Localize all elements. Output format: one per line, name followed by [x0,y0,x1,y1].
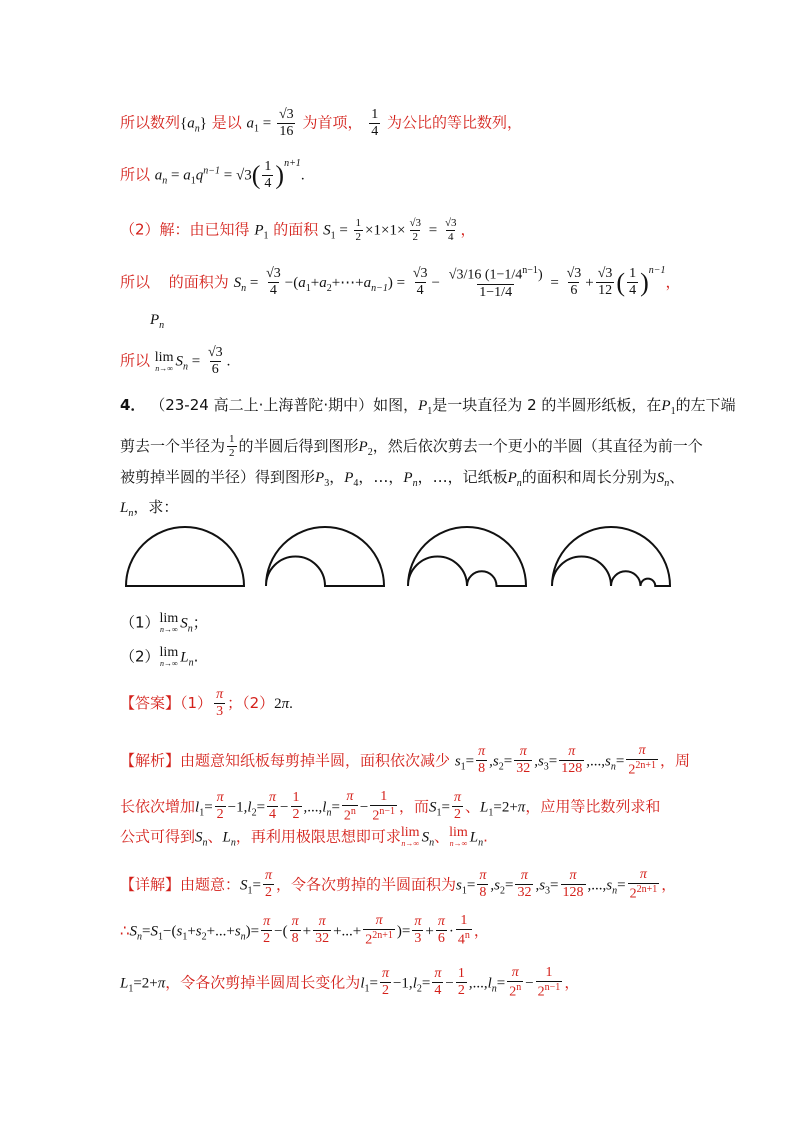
detail-line1: 【详解】由题意：$S_1=$ $\frac{\pi}{2}$ ，令各次剪掉的半圆面积为$s_1=$ $\frac{\pi}{8}$ $,s_2=$ $\frac{\pi}{32}$ $,s_3=$ $\frac{\pi}{128}$ $,...,s_n=$ $\frac{\pi}{2^{2n+1}}$ ， [120,867,677,902]
text: ，然后依次剪去一个更小的半圆（其直径为前一个 [372,437,703,455]
line-part2-start: （2）解：由已知得 $P_1$ 的面积 $S_1$ = $\frac{1}{2}$ ×1×1× $\frac{√3}{2}$ = $\frac{√3}{4}$ ， [120,217,476,243]
analysis-line1: 【解析】由题意知纸板每剪掉半圆，面积依次减少 $s_1=$ $\frac{\pi}{8}$ $,s_2=$ $\frac{\pi}{32}$ $,s_3=$ $\frac{\pi}{128}$ $,...,s_n=$ $\frac{\pi}{2^{2n+1}}$ ，周 [120,743,690,778]
question-number: 4． [120,396,146,414]
text: ，周 [659,751,690,770]
text: 被剪掉半圆的半径）得到图形 [120,468,316,486]
line-limit-sn: 所以 lim n→∞ $S_n$ = $\frac{√3}{6}$ . [120,345,231,377]
analysis-tag: 【解析】 [120,751,181,770]
text: 为公比的等比数列， [387,113,523,132]
text: ；（2） [227,694,275,712]
q4-line2: 剪去一个半径为 $\frac{1}{2}$ 的半圆后得到图形$P_2$，然后依次剪去一个更小的半圆（其直径为前一个 [120,433,703,459]
text: 是以 [211,113,242,132]
figure-p2 [266,527,384,586]
q4-line1: 4． （23-24 高二上·上海普陀·期中）如图，$P_1$是一块直径为 2 的半圆形纸板，在$P_1$的左下端 [120,396,736,417]
text: （1） [180,694,213,712]
text: 的面积 [273,220,319,239]
line-sn-formula: 所以 的面积为 $S_n$ = $\frac{√3}{4}$ $-(a_1+a_2+\cdots+a_{n-1})$ = $\frac{√3}{4}$ − $\frac{√3/16 (1-1/4^{n-1})}{1-1/4}$ = $\frac{√3}{6}$ + $\frac{√3}{12}$ ( $\frac{1}{4}$ )$^{n-1}$， [120,264,681,300]
text: （1） [120,613,160,632]
text: 剪去一个半径为 [120,437,226,455]
text: （2） [120,647,160,666]
text: （2）解：由已知得 [120,220,250,239]
text: 记纸板 [462,468,508,486]
line-sequence-def: 所以数列$\{a_n\}$ 是以 $a_1$ = $\frac{√3}{16}$ 为首项， $\frac{1}{4}$ 为公比的等比数列， [120,107,523,139]
analysis-line2: 长依次增加$l_1=$ $\frac{\pi}{2}$ $-1,l_2=$ $\frac{\pi}{4}$ − $\frac{1}{2}$ $,...,l_n=$ $\frac{\pi}{2^n}$ − $\frac{1}{2^{n-1}}$ ，而$S_1=$ $\frac{\pi}{2}$ 、$L_1=2+\pi$，应用等比数列求和 [120,789,661,824]
text: 所以数列 [120,113,181,132]
text: ，而 [399,797,430,816]
text: 是一块直径为 2 的半圆形纸板，在 [432,396,662,414]
text: 令各次剪掉半圆周长变化为 [180,973,361,992]
sub-question-1: （1） lim n→∞ $S_n$； [120,611,208,635]
text: 再利用极限思想即可求 [250,827,401,846]
sub-question-2: （2） lim n→∞ $L_n$. [120,645,199,669]
figure-p1 [126,527,244,586]
semicircle-figures [118,520,678,594]
text: 的半圆后得到图形 [238,437,359,455]
text: 由题意： [180,875,241,894]
detail-line2: $\therefore S_n=S_1-(s_1+s_2+...+s_n)=$ $\frac{\pi}{2}$ −( $\frac{\pi}{8}$ + $\frac{\pi}{32}$ +...+ $\frac{\pi}{2^{2n+1}}$ )= $\frac{\pi}{3}$ + $\frac{\pi}{6}$ · $\frac{1}{4^n}$ ， [120,913,489,948]
text: 的面积和周长分别为 [521,468,657,486]
detail-tag: 【详解】 [120,875,181,894]
figure-p3 [408,527,526,586]
text: 令各次剪掉的半圆面积为 [291,875,457,894]
analysis-line3: 公式可得到$S_n$、$L_n$，再利用极限思想即可求 lim n→∞ $S_n$、 lim n→∞ $L_n$. [120,825,488,849]
text: 应用等比数列求和 [540,797,661,816]
figure-p4 [552,527,670,586]
text: 公式可得到 [120,827,196,846]
detail-line3: $L_1=2+\pi$，令各次剪掉半圆周长变化为$l_1=$ $\frac{\pi}{2}$ $-1,l_2=$ $\frac{\pi}{4}$ − $\frac{1}{2}$ $,...,l_n=$ $\frac{\pi}{2^n}$ − $\frac{1}{2^{n-1}}$ ， [120,965,580,1000]
text: 的左下端 [675,396,736,414]
text: 所以 [120,351,151,370]
text: 所以 [120,272,151,291]
q4-line3: 被剪掉半圆的半径）得到图形$P_3$，$P_4$，…，$P_n$，…，记纸板$P_n$的面积和周长分别为$S_n$、 [120,468,685,489]
q4-line4: $L_n$，求： [120,498,179,519]
text: 为首项， [302,113,363,132]
line-an-formula: 所以 $a_n = a_1q^{n-1} = √3$( $\frac{1}{4}$ )$^{n+1}$. [120,157,305,191]
answer-line: 【答案】（1） $\frac{\pi}{3}$ ；（2）2π. [120,687,293,719]
text: 长依次增加 [120,797,196,816]
text: 的面积为 [168,272,229,291]
text: ，求： [133,498,179,516]
text: （23-24 高二上·上海普陀·期中）如图， [150,396,419,414]
text: 所以 [120,165,151,184]
answer-tag: 【答案】 [120,694,181,712]
text: 由题意知纸板每剪掉半圆，面积依次减少 [180,751,451,770]
pn-label: $P_n$ [150,312,165,331]
